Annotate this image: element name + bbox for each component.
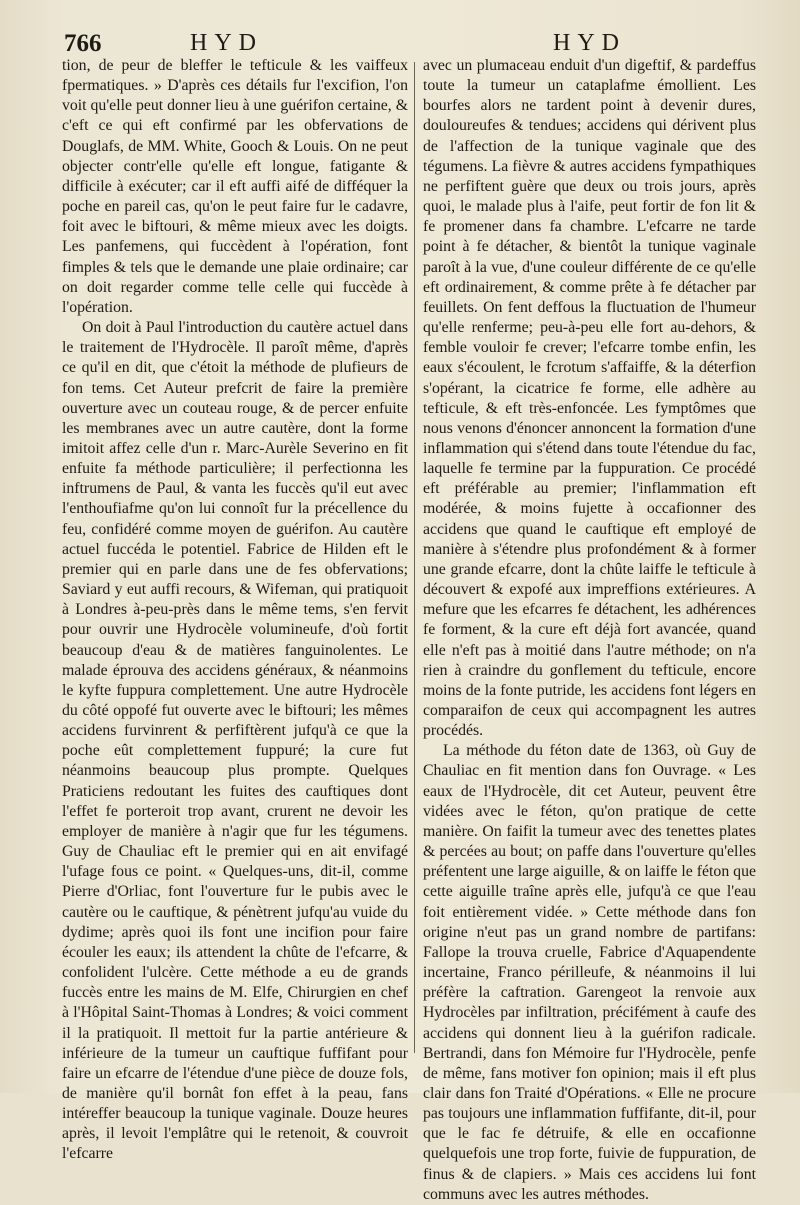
- page-number: 766: [64, 30, 102, 57]
- right-column: [423, 56, 756, 1205]
- paragraph: avec un plumaceau enduit d'un digeftif, & pardeffus toute la tumeur un cataplafme émollient. Les bourfes alors ne tardent point à devenir dures, douloureufes & tendues; accidens qui dérivent plus de l'affection de la tunique vaginale que des tégumens. La fièvre & autres accidens fympathiques ne perfiftent guère que deux ou trois jours, après quoi, le malade plus à l'aife, peut fortir de fon lit & fe promener dans fa chambre. L'efcarre ne tarde point à fe détacher, & bientôt la tunique vaginale paroît à la vue, d'une couleur différente de ce qu'elle eft ordinairement, & comme prête à fe détacher par feuillets. On fent deffous la fluctuation de l'humeur qu'elle renferme; peu-à-peu elle fort au-dehors, & femble vouloir fe crever; l'efcarre tombe enfin, les eaux s'écoulent, le fcrotum s'affaiffe, & la déterfion s'opérant, la cicatrice fe forme, elle adhère au tefticule, & eft très-enfoncée. Les fymptômes que nous venons d'énoncer annoncent la formation d'une inflammation qui s'étend dans toute l'étendue du fac, laquelle fe termine par la fuppuration. Ce procédé eft préférable au premier; l'inflammation eft modérée, & moins fujette à occafionner des accidens que quand le cauftique eft employé de manière à s'étendre plus profondément & à former une grande efcarre, dont la chûte laiffe le tefticule à découvert & expofé aux impreffions extérieures. A mefure que les efcarres fe détachent, les adhérences fe forment, & la cure eft déjà fort avancée, quand elle n'eft pas à moitié dans l'autre méthode; on n'a rien à craindre du gonflement du tefticule, encore moins de la fonte putride, les accidens font légers en comparaifon de ceux qui accompagnent les autres procédés.: [423, 57, 756, 740]
- running-title-left: HYD: [190, 30, 263, 56]
- paragraph: tion, de peur de bleffer le tefticule & les vaiffeux fpermatiques. » D'après ces détails fur l'excifion, l'on voit qu'elle peut donner lieu à une guérifon certaine, & c'eft ce qui eft confirmé par les obfervations de Douglafs, de MM. White, Gooch & Louis. On ne peut objecter contr'elle qu'elle eft longue, fatigante & difficile à exécuter; car il eft auffi aifé de difféquer la poche en pareil cas, qu'on le peut faire fur le cadavre, foit avec le biftouri, & même mieux avec les doigts. Les panfemens, qui fuccèdent à l'opération, font fimples & tels que le demande une plaie ordinaire; car on doit regarder comme telle celle qui fuccède à l'opération.: [62, 57, 408, 316]
- paragraph: On doit à Paul l'introduction du cautère actuel dans le traitement de l'Hydrocèle. Il paroît même, d'après ce qu'il en dit, que c'étoit la méthode de plufieurs de fon tems. Cet Auteur prefcrit de faire la première ouverture avec un couteau rouge, & de percer enfuite les membranes avec un autre cautère, dont la forme imitoit affez celle d'un r. Marc-Aurèle Severino en fit enfuite fa méthode particulière; il perfectionna les inftrumens de Paul, & vanta les fuccès qu'il eut avec l'enthoufiafme qu'on lui connoît fur la précellence du feu, confidéré comme moyen de guérifon. Au cautère actuel fuccéda le potentiel. Fabrice de Hilden eft le premier qui en parle dans une de fes obfervations; Saviard y eut auffi recours, & Wifeman, qui pratiquoit à Londres à-peu-près dans le même tems, s'en fervit pour ouvrir une Hydrocèle volumineufe, d'où fortit beaucoup d'eau & de matières fanguinolentes. Le malade éprouva des accidens généraux, & néanmoins le kyfte fuppura complettement. Une autre Hydrocèle du côté oppofé fut ouverte avec le biftouri; les mêmes accidens furvinrent & perfiftèrent jufqu'à ce que la poche eût complettement fuppuré; la cure fut néanmoins beaucoup plus prompte. Quelques Praticiens redoutant les fuites des cauftiques dont l'effet fe porteroit trop avant, crurent ne devoir les employer de manière à n'agir que fur les tégumens. Guy de Chauliac eft le premier qui en ait envifagé l'ufage fous ce point. « Quelques-uns, dit-il, comme Pierre d'Orliac, font l'ouverture fur le pubis avec le cautère ou le cauftique, & pénètrent jufqu'au vuide du dydime; après quoi ils font une incifion pour faire écouler les eaux; ils attendent la chûte de l'efcarre, & confolident l'ulcère. Cette méthode a eu de grands fuccès entre les mains de M. Elfe, Chirurgien en chef à l'Hôpital Saint-Thomas à Londres; & voici comment il la pratiquoit. Il mettoit fur la partie antérieure & inférieure de la tumeur un cauftique fuffifant pour faire un efcarre de l'étendue d'une pièce de douze fols, de manière qu'il bornât fon effet à la peau, fans intéreffer beaucoup la tunique vaginale. Douze heures après, il levoit l'emplâtre qui le retenoit, & couvroit l'efcarre: [62, 319, 408, 1163]
- column-divider: [414, 62, 415, 1053]
- running-title-right: HYD: [553, 30, 626, 56]
- paragraph: La méthode du féton date de 1363, où Guy de Chauliac en fit mention dans fon Ouvrage. « Les eaux de l'Hydrocèle, dit cet Auteur, peuvent être vidées avec le féton, qu'on pratique de cette manière. On faifit la tumeur avec des tenettes plates & percées au bout; on paffe dans l'ouverture qu'elles préfentent une large aiguille, & on laiffe le féton que cette aiguille traîne après elle, jufqu'à ce que l'eau foit entièrement vidée. » Cette méthode dans fon origine n'eut pas un grand nombre de partifans: Fallope la trouva cruelle, Fabrice d'Aquapendente incertaine, Franco périlleufe, & néanmoins il lui préfère la caftration. Garengeot la renvoie aux Hydrocèles par infiltration, précifément à caufe des accidens qui donnent lieu à la guérifon radicale. Bertrandi, dans fon Mémoire fur l'Hydrocèle, penfe de même, fans motiver fon opinion; mais il eft plus clair dans fon Traité d'Opérations. « Elle ne procure pas toujours une inflammation fuffifante, dit-il, pour que le fac fe détruife, & elle en occafionne quelquefois une trop forte, fuivie de fuppuration, de finus & de clapiers. » Mais ces accidens lui font communs avec les autres méthodes.: [423, 742, 756, 1203]
- left-column: [62, 56, 408, 1165]
